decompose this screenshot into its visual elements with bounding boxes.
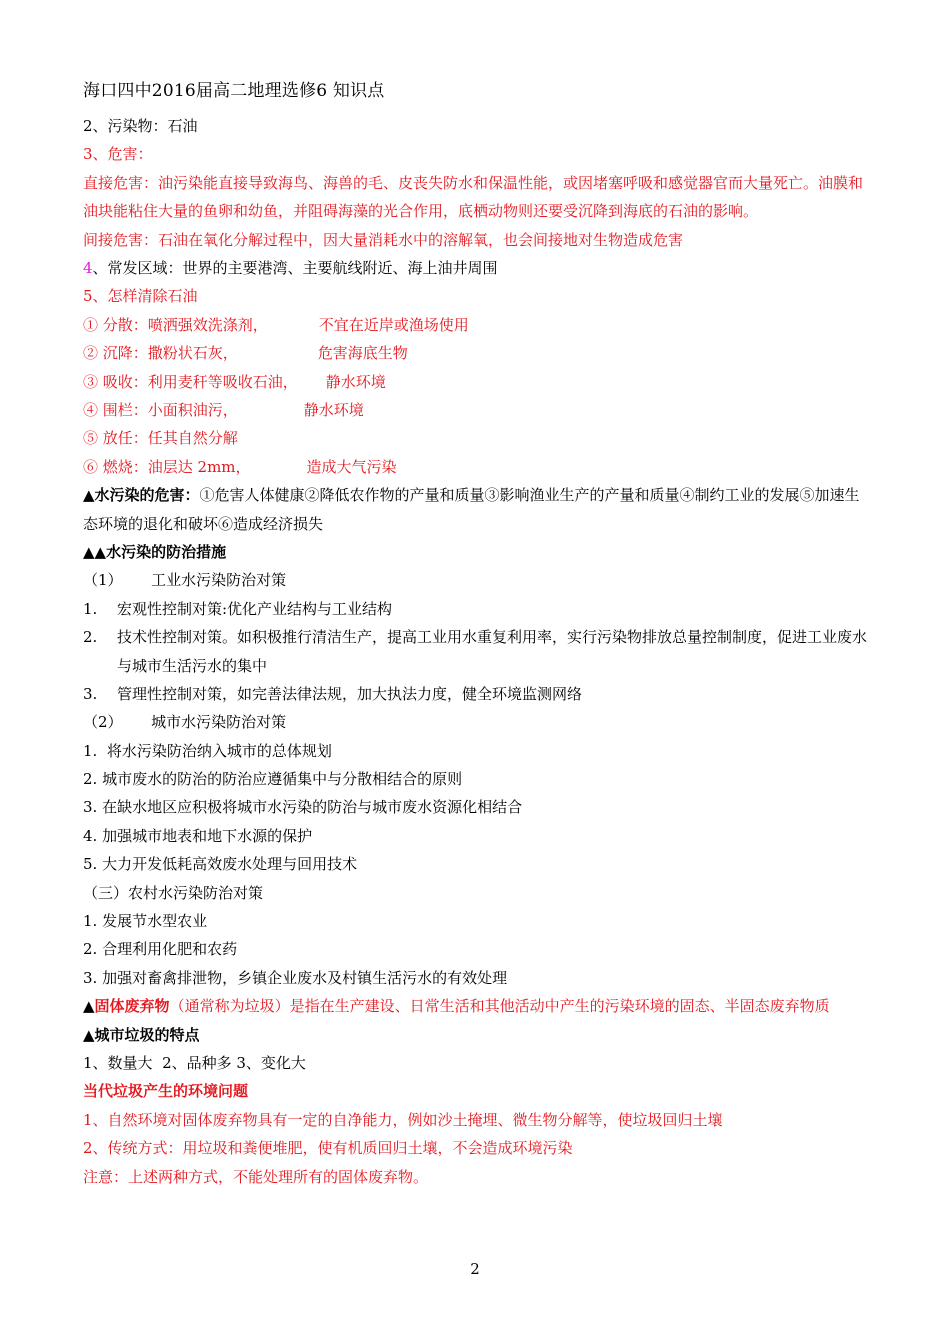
method-natural	[83, 424, 873, 452]
indirect-hazard-line: 间接危害：石油在氧化分解过程中，因大量消耗水中的溶解氧，也会间接地对生物造成危害	[83, 230, 684, 249]
method-disperse-note: 不宜在近岸或渔场使用	[318, 315, 469, 334]
rural-item-3: 3. 加强对畜禽排泄物，乡镇企业废水及村镇生活污水的有效处理	[83, 968, 508, 987]
oil-cleanup-heading: 5、怎样清除石油	[83, 287, 198, 306]
industrial-heading: （1） 工业水污染防治对策	[83, 571, 287, 590]
solid-waste-definition	[83, 992, 873, 1020]
urban-item-2: 2. 城市废水的防治的防治应遵循集中与分散相结合的原则	[83, 770, 463, 789]
pollutant-line: 2、污染物：石油	[83, 117, 198, 135]
method-fence	[83, 396, 873, 424]
water-pollution-hazards	[83, 481, 873, 538]
method-fence-note: 静水环境	[303, 400, 364, 419]
industrial-item-3	[83, 680, 873, 708]
method-absorb-note: 静水环境	[325, 372, 386, 391]
water-hazard-text: ①危害人体健康②降低农作物的产量和质量③影响渔业生产的产量和质量④制约工业的发展⑤加速生态环境的退化和破坏⑥造成经济损失	[83, 486, 860, 533]
item-number: 1.	[83, 599, 98, 618]
urban-item-3: 3. 在缺水地区应积极将城市水污染的防治与城市废水资源化相结合	[83, 798, 523, 817]
industrial-item-2	[83, 623, 873, 680]
urban-garbage-features: 1、数量大 2、品种多 3、变化大	[83, 1054, 306, 1072]
method-burn	[83, 453, 873, 481]
common-area-line	[83, 254, 873, 282]
garbage-point-2: 2、传统方式：用垃圾和粪便堆肥，使有机质回归土壤，不会造成环境污染	[83, 1139, 573, 1158]
item-text: 技术性控制对策。如积极推行清洁生产，提高工业用水重复利用率，实行污染物排放总量控制制度，促进工业废水与城市生活污水的集中	[117, 628, 868, 675]
method-disperse-label: ① 分散：喷洒强效洗涤剂，	[83, 315, 268, 334]
page-header: 海口四中2016届高二地理选修6 知识点	[83, 81, 385, 101]
common-area-text: 、常发区域：世界的主要港湾、主要航线附近、海上油井周围	[92, 258, 498, 277]
solid-waste-term: 固体废弃物	[94, 997, 170, 1016]
urban-item-4: 4. 加强城市地表和地下水源的保护	[83, 826, 313, 845]
method-settle-note: 危害海底生物	[317, 344, 408, 363]
triangle-marker: ▲	[83, 997, 95, 1016]
item-text: 管理性控制对策，如完善法律法规，加大执法力度，健全环境监测网络	[117, 684, 583, 703]
water-hazard-title: ▲水污染的危害：	[83, 486, 200, 505]
rural-heading: （三）农村水污染防治对策	[83, 883, 264, 902]
method-fence-label: ④ 围栏：小面积油污，	[83, 400, 238, 419]
page-number: 2	[470, 1260, 480, 1278]
method-burn-note: 造成大气污染	[306, 457, 397, 476]
urban-item-1: 1. 将水污染防治纳入城市的总体规划	[83, 741, 332, 760]
urban-item-5: 5. 大力开发低耗高效废水处理与回用技术	[83, 855, 358, 874]
method-disperse	[83, 311, 873, 339]
method-settle	[83, 339, 873, 367]
rural-item-2: 2. 合理利用化肥和农药	[83, 940, 238, 959]
industrial-item-1	[83, 595, 873, 623]
item-text: 宏观性控制对策:优化产业结构与工业结构	[117, 599, 393, 618]
common-area-number: 4	[83, 258, 93, 277]
direct-hazard-paragraph: 直接危害：油污染能直接导致海鸟、海兽的毛、皮丧失防水和保温性能，或因堵塞呼吸和感觉器官而大量死亡。油膜和油块能粘住大量的鱼卵和幼鱼，并阻碍海藻的光合作用，底栖动物则还要受沉降到海底的石油的影响。	[83, 173, 864, 221]
item-number: 2.	[83, 628, 98, 647]
document-body	[83, 112, 873, 1191]
garbage-problem-heading: 当代垃圾产生的环境问题	[83, 1082, 249, 1101]
hazard-heading: 3、危害：	[83, 145, 153, 164]
method-absorb	[83, 368, 873, 396]
rural-item-1: 1. 发展节水型农业	[83, 912, 208, 931]
method-absorb-label: ③ 吸收：利用麦秆等吸收石油，	[83, 372, 298, 391]
method-burn-label: ⑥ 燃烧：油层达 2mm，	[83, 457, 251, 476]
urban-heading: （2） 城市水污染防治对策	[83, 713, 287, 732]
urban-garbage-heading: ▲城市垃圾的特点	[83, 1025, 200, 1044]
water-prevention-heading: ▲▲水污染的防治措施	[83, 542, 227, 561]
garbage-point-1: 1、自然环境对固体废弃物具有一定的自净能力，例如沙土掩埋、微生物分解等，使垃圾回归土壤	[83, 1110, 723, 1129]
item-number: 3.	[83, 684, 98, 703]
garbage-note: 注意：上述两种方式，不能处理所有的固体废弃物。	[83, 1167, 429, 1186]
solid-waste-text: （通常称为垃圾）是指在生产建设、日常生活和其他活动中产生的污染环境的固态、半固态废弃物质	[169, 997, 830, 1016]
method-natural-label: ⑤ 放任：任其自然分解	[83, 429, 238, 448]
method-settle-label: ② 沉降：撒粉状石灰，	[83, 344, 238, 363]
